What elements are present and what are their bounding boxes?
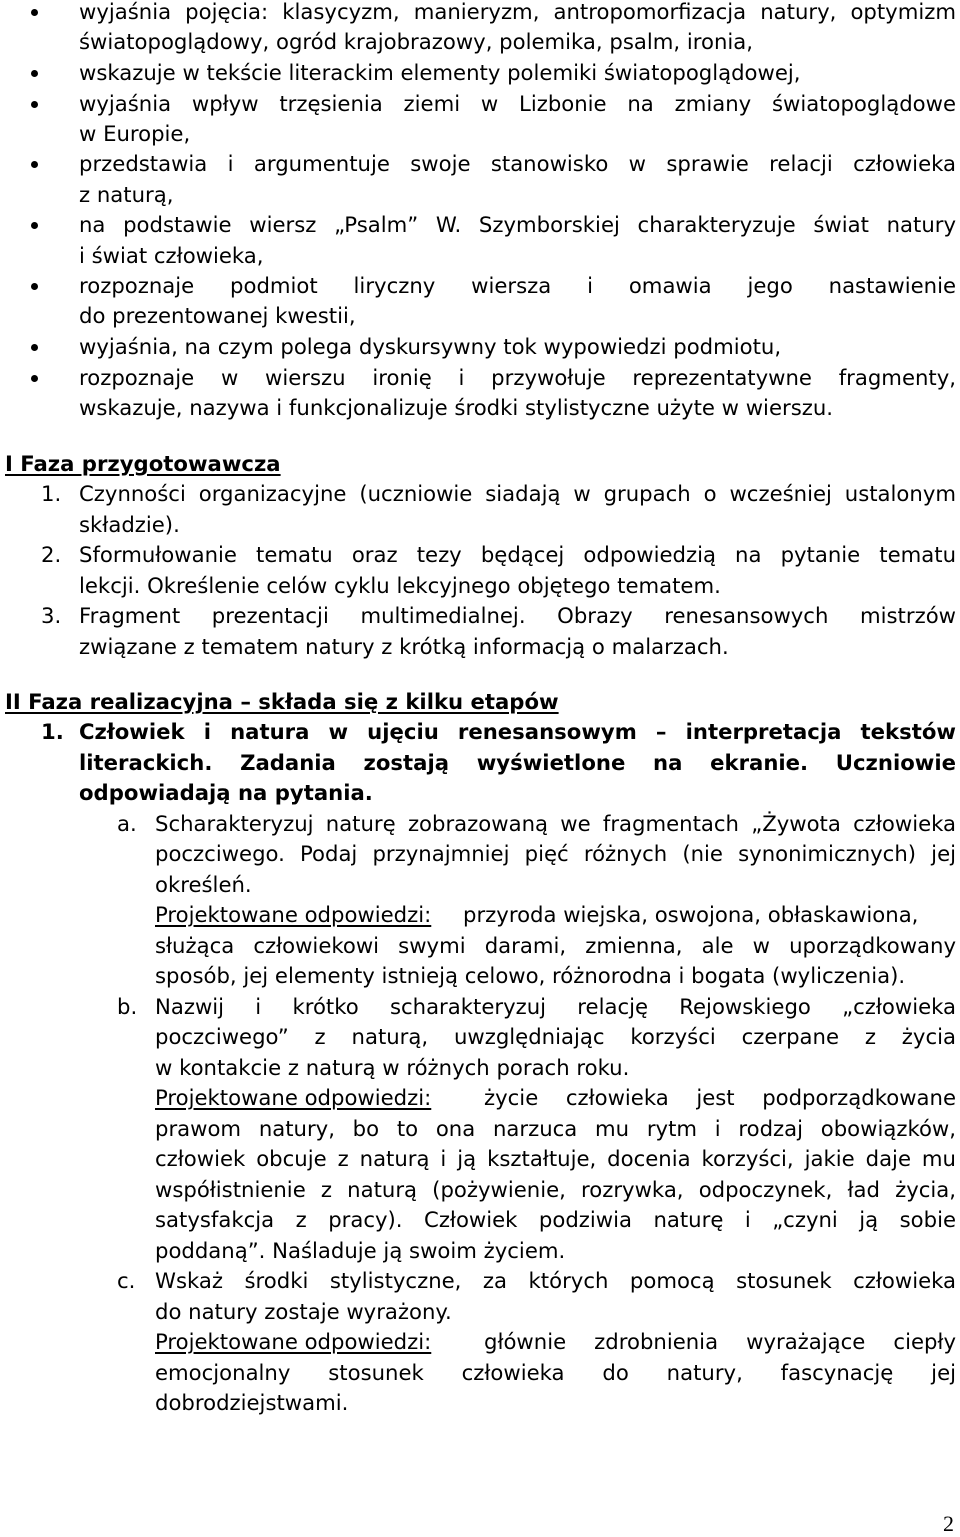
bullet-icon — [31, 375, 38, 382]
list-number: 2. — [41, 542, 62, 567]
objective-line: na podstawie wiersz „Psalm” W. Szymborskiej charakteryzuje świat natury — [79, 212, 956, 237]
objective-line: wyjaśnia, na czym polega dyskursywny tok wypowiedzi podmiotu, — [79, 334, 782, 359]
answer-label: Projektowane odpowiedzi: — [155, 1085, 432, 1110]
objective-line: do prezentowanej kwestii, — [79, 303, 356, 328]
objective-line: z naturą, — [79, 182, 174, 207]
answer-line: satysfakcja z pracy). Człowiek podziwia naturę i „czyni ją sobie — [155, 1207, 956, 1232]
answer-line: człowiek obcuje z naturą i ją kształtuje, docenia korzyści, jakie daje mu — [155, 1146, 956, 1171]
bullet-icon — [31, 70, 38, 77]
objective-line: przedstawia i argumentuje swoje stanowisko w sprawie relacji człowieka — [79, 151, 956, 176]
phase1-item-line: Sformułowanie tematu oraz tezy będącej odpowiedzią na pytanie tematu — [79, 542, 956, 567]
phase1-item-line: składzie). — [79, 512, 180, 537]
task-question-line: poczciwego. Podaj przynajmniej pięć różnych (nie synonimicznych) jej — [155, 841, 956, 866]
answer-line: sposób, jej elementy istnieją celowo, różnorodna i bogata (wyliczenia). — [155, 963, 906, 988]
phase2-item-line: literackich. Zadania zostają wyświetlone na ekranie. Uczniowie — [79, 750, 956, 775]
answer-line: przyroda wiejska, oswojona, obłaskawiona, — [463, 902, 919, 927]
answer-label: Projektowane odpowiedzi: — [155, 1329, 432, 1354]
bullet-icon — [31, 283, 38, 290]
objective-line: i świat człowieka, — [79, 243, 264, 268]
objective-line: wskazuje w tekście literackim elementy polemiki światopoglądowej, — [79, 60, 801, 85]
answer-line: współistnienie z naturą (pożywienie, rozrywka, odpoczynek, ład życia, — [155, 1177, 956, 1202]
task-question-line: Wskaż środki stylistyczne, za których pomocą stosunek człowieka — [155, 1268, 956, 1293]
phase2-item-line: Człowiek i natura w ujęciu renesansowym – interpretacja tekstów — [79, 719, 956, 744]
bullet-icon — [31, 9, 38, 16]
list-number: 1. — [41, 719, 64, 744]
answer-line: emocjonalny stosunek człowieka do natury, fascynację jej — [155, 1360, 956, 1385]
answer-line: służąca człowiekowi swymi darami, zmienna, ale w uporządkowany — [155, 933, 956, 958]
objective-line: rozpoznaje w wierszu ironię i przywołuje reprezentatywne fragmenty, — [79, 365, 956, 390]
answer-line: dobrodziejstwami. — [155, 1390, 349, 1415]
answer-line: poddaną”. Naśladuje ją swoim życiem. — [155, 1238, 566, 1263]
phase1-item-line: związane z tematem natury z krótką informacją o malarzach. — [79, 634, 729, 659]
objective-line: wskazuje, nazywa i funkcjonalizuje środki stylistyczne użyte w wierszu. — [79, 395, 834, 420]
task-question-line: Scharakteryzuj naturę zobrazowaną we fragmentach „Żywota człowieka — [155, 811, 956, 836]
objective-line: wyjaśnia pojęcia: klasycyzm, manieryzm, antropomorfizacja natury, optymizm — [79, 0, 956, 24]
bullet-icon — [31, 344, 38, 351]
task-question-line: określeń. — [155, 872, 252, 897]
bullet-icon — [31, 101, 38, 108]
objective-line: rozpoznaje podmiot liryczny wiersza i omawia jego nastawienie — [79, 273, 956, 298]
answer-line: życie człowieka jest podporządkowane — [484, 1085, 956, 1110]
objective-line: wyjaśnia wpływ trzęsienia ziemi w Lizbonie na zmiany światopoglądowe — [79, 91, 956, 116]
task-question-line: w kontakcie z naturą w różnych porach roku. — [155, 1055, 630, 1080]
task-question-line: do natury zostaje wyrażony. — [155, 1299, 452, 1324]
phase1-item-line: Fragment prezentacji multimedialnej. Obrazy renesansowych mistrzów — [79, 603, 956, 628]
phase2-heading: II Faza realizacyjna – składa się z kilku etapów — [5, 689, 559, 714]
phase1-item-line: Czynności organizacyjne (uczniowie siadają w grupach o wcześniej ustalonym — [79, 481, 956, 506]
objective-line: światopoglądowy, ogród krajobrazowy, polemika, psalm, ironia, — [79, 29, 753, 54]
answer-label: Projektowane odpowiedzi: — [155, 902, 432, 927]
phase1-item-line: lekcji. Określenie celów cyklu lekcyjnego objętego tematem. — [79, 573, 721, 598]
list-number: 3. — [41, 603, 62, 628]
bullet-icon — [31, 222, 38, 229]
objective-line: w Europie, — [79, 121, 191, 146]
phase1-heading: I Faza przygotowawcza — [5, 451, 281, 476]
page-number: 2 — [943, 1511, 954, 1536]
task-letter: b. — [117, 994, 138, 1019]
list-number: 1. — [41, 481, 62, 506]
bullet-icon — [31, 161, 38, 168]
task-question-line: Nazwij i krótko scharakteryzuj relację Rejowskiego „człowieka — [155, 994, 956, 1019]
task-letter: a. — [117, 811, 137, 836]
answer-line: prawom natury, bo to ona narzuca mu rytm i rodzaj obowiązków, — [155, 1116, 956, 1141]
phase2-item-line: odpowiadają na pytania. — [79, 780, 373, 805]
task-question-line: poczciwego” z naturą, uwzględniając korzyści czerpane z życia — [155, 1024, 956, 1049]
answer-line: głównie zdrobnienia wyrażające ciepły — [484, 1329, 956, 1354]
task-letter: c. — [117, 1268, 136, 1293]
